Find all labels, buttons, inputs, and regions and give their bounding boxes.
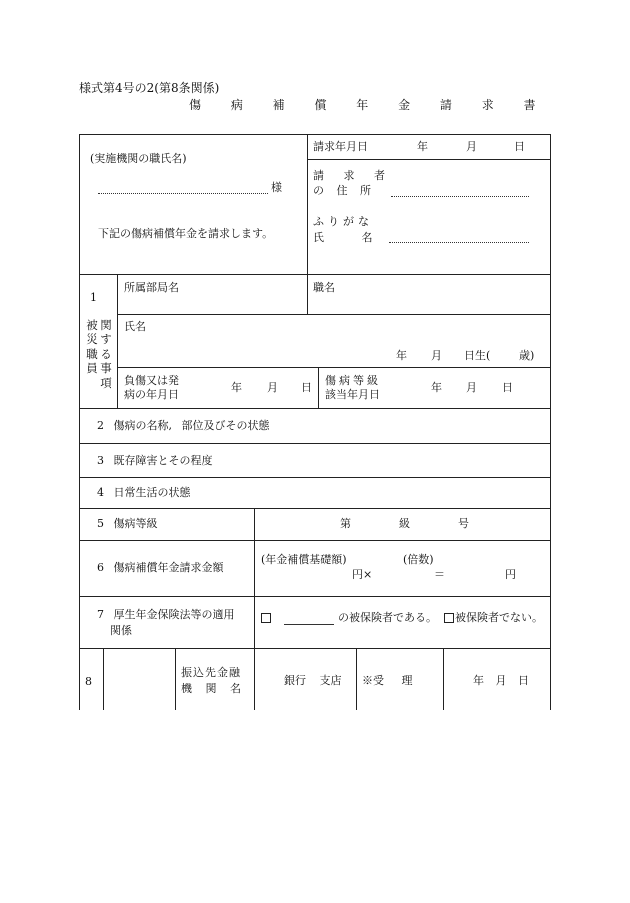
grade-day: 日 (502, 381, 513, 394)
agency-label: (実施機関の職氏名) (90, 152, 187, 165)
grade-label-2: 該当年月日 (325, 388, 380, 401)
birth-month: 月 (431, 349, 442, 362)
injury-date-label-2: 病の年月日 (124, 388, 179, 401)
insured-checkbox[interactable] (261, 613, 271, 623)
row8-bank-label-1: 振込先金融 (181, 666, 241, 679)
row8-number: 8 (85, 675, 92, 688)
dept-label: 所属部局名 (124, 281, 179, 294)
injury-year: 年 (231, 381, 242, 394)
sama-label: 様 (271, 181, 282, 194)
row7-label-1: 7 厚生年金保険法等の適用 (97, 608, 235, 621)
section1-number: 1 (90, 291, 97, 304)
victim-name-label: 氏名 (124, 320, 146, 333)
row7-insured-text: の被保険者である。 (338, 611, 437, 624)
row8-date: 年 月 日 (473, 674, 529, 687)
injury-month: 月 (267, 381, 278, 394)
claimant-label-2: の 住 所 (313, 184, 371, 197)
request-day: 日 (514, 140, 525, 153)
grade-label-1: 傷病等級 (325, 374, 381, 387)
row8-receipt: ※受 理 (362, 674, 413, 687)
row5-dai: 第 (340, 517, 351, 530)
row6-yen: 円 (505, 568, 516, 581)
request-date-label: 請求年月日 (313, 140, 368, 153)
section1-side-col2: 関する事項 (100, 318, 112, 390)
claimant-label-1: 請 求 者 (313, 169, 385, 182)
row5-label: 5 傷病等級 (97, 517, 158, 530)
form-number: 様式第4号の2(第8条関係) (79, 81, 220, 95)
row7-not-insured-text: 被保険者でない。 (455, 611, 543, 624)
agency-name-field[interactable] (98, 193, 268, 194)
row8-branch: 銀行 支店 (284, 674, 342, 687)
row5-go: 号 (458, 517, 469, 530)
row7-label-2: 関係 (110, 624, 132, 637)
injury-date-label-1: 負傷又は発 (124, 374, 179, 387)
claimant-name-field[interactable] (389, 242, 529, 243)
row8-bank-label-2: 機 関 名 (181, 682, 241, 695)
grade-year: 年 (431, 381, 442, 394)
row6-label: 6 傷病補償年金請求金額 (97, 561, 224, 574)
row4-label: 4 日常生活の状態 (97, 486, 191, 499)
injury-day: 日 (301, 381, 312, 394)
furigana-label: ふりがな (313, 215, 373, 228)
not-insured-checkbox[interactable] (444, 613, 454, 623)
request-month: 月 (466, 140, 477, 153)
row6-equals: ＝ (434, 568, 445, 581)
row6-mult-label: (倍数) (403, 553, 434, 566)
job-label: 職名 (313, 281, 335, 294)
birth-year: 年 (396, 349, 407, 362)
birth-age: 歳) (519, 349, 535, 362)
insurance-type-field[interactable] (284, 624, 334, 625)
request-year: 年 (417, 140, 428, 153)
request-statement: 下記の傷病補償年金を請求します。 (98, 227, 274, 240)
birth-day: 日生( (464, 349, 491, 362)
row6-basic-label: (年金補償基礎額) (261, 553, 347, 566)
row6-yen-times: 円× (352, 568, 373, 581)
claimant-name-label: 氏 名 (313, 231, 373, 244)
row5-kyu: 級 (399, 517, 410, 530)
row3-label: 3 既存障害とその程度 (97, 454, 213, 467)
section1-side-col1: 被災職員 (86, 318, 98, 376)
row2-label: 2 傷病の名称, 部位及びその状態 (97, 419, 270, 432)
claimant-address-field[interactable] (391, 196, 529, 197)
page-title: 傷 病 補 償 年 金 請 求 書 (189, 98, 545, 112)
grade-month: 月 (466, 381, 477, 394)
